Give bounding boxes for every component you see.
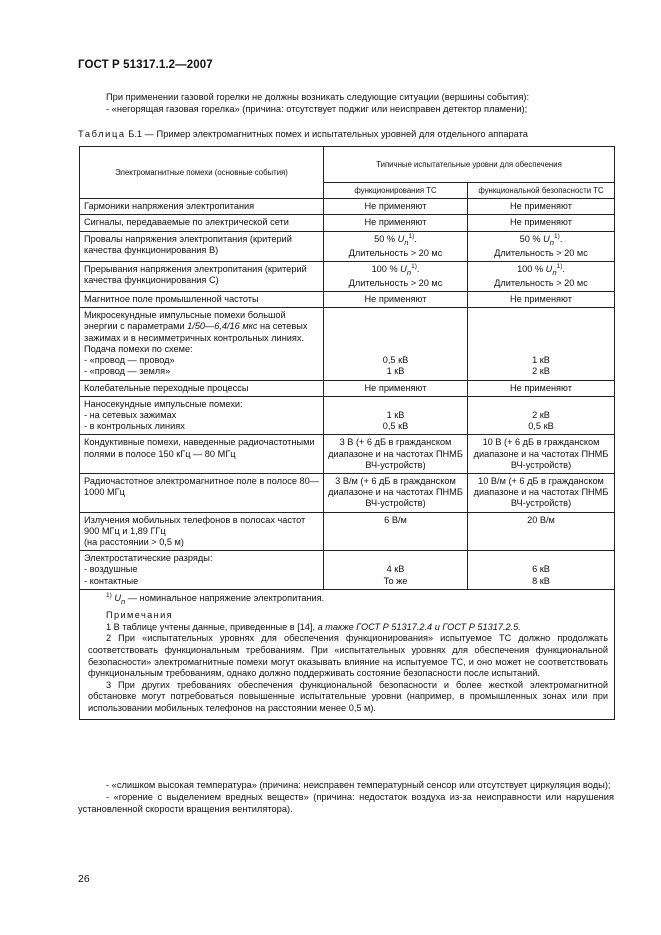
table-caption [78, 129, 528, 139]
table-row [80, 380, 615, 396]
safety-cell: Не применяют [468, 380, 615, 396]
func-cell: 3 В (+ 6 дБ в гражданском диапазоне и на частотах ПНМБ ВЧ-устройств) [324, 435, 468, 474]
event-cell: Гармоники напряжения электропитания [80, 199, 324, 215]
caption-text: Б.1 — Пример электромагнитных помех и испытательных уровней для отдельного аппарата [125, 129, 528, 139]
table-row [80, 261, 615, 291]
table-row [80, 435, 615, 474]
func-cell: Не применяют [324, 215, 468, 231]
after-list-item: - «горение с выделением вредных веществ» (причина: недостаток воздуха из-за неисправности или нарушения установленной скорости вращения вентилятора). [78, 792, 614, 814]
event-cell: Радиочастотное электромагнитное поле в полосе 80—1000 МГц [80, 473, 324, 512]
safety-cell: Не применяют [468, 215, 615, 231]
header-events: Электромагнитные помехи (основные события) [80, 147, 324, 199]
safety-cell: 100 % $U_n^{1)}$. Длительность > 20 мс [468, 261, 615, 291]
safety-cell: 6 кВ 8 кВ [468, 551, 615, 590]
header-safety: функциональной безопасности ТС [468, 183, 615, 199]
note-1: 1 В таблице учтены данные, приведенные в [14], а также ГОСТ Р 51317.2.4 и ГОСТ Р 51317.2.5. [106, 621, 521, 632]
note-2: 2 При «испытательных уровнях для обеспечения функционирования» испытуемое ТС должно продолжать соответствовать функциональным требованиям. При «испытательных уровнях для обеспечения функциональной безопасности» электромагнитные помехи могут оказывать влияние на испытуемое ТС, и оно может не соответствовать функциональным требованиям, однако должно поддерживать состояние безопасности после испытаний. [88, 633, 608, 679]
header-levels: Типичные испытательные уровни для обеспечения [324, 147, 615, 183]
caption-prefix: Таблица [78, 129, 126, 139]
footnote: $^{1)}$ $U_n$ — номинальное напряжение электропитания. [106, 591, 325, 606]
safety-cell: 1 кВ 2 кВ [468, 308, 615, 380]
table-row [80, 551, 615, 590]
safety-cell: 2 кВ 0,5 кВ [468, 396, 615, 435]
func-cell: Не применяют [324, 199, 468, 215]
safety-cell: 10 В/м (+ 6 дБ в гражданском диапазоне и на частотах ПНМБ ВЧ-устройств) [468, 473, 615, 512]
safety-cell: Не применяют [468, 292, 615, 308]
event-cell: Магнитное поле промышленной частоты [80, 292, 324, 308]
event-cell: Кондуктивные помехи, наведенные радиочастотными полями в полосе 150 кГц — 80 МГц [80, 435, 324, 474]
emc-table [79, 146, 614, 720]
table-row [80, 473, 615, 512]
after-text [78, 779, 614, 815]
intro-text [78, 91, 590, 115]
table-row [80, 231, 615, 261]
event-cell: Электростатические разряды: - воздушные - контактные [80, 551, 324, 590]
event-cell: Прерывания напряжения электропитания (критерий качества функционирования С) [80, 261, 324, 291]
safety-cell: Не применяют [468, 199, 615, 215]
page-number: 26 [78, 873, 90, 885]
event-cell: Сигналы, передаваемые по электрической сети [80, 215, 324, 231]
table-row [80, 308, 615, 380]
header-functioning: функционирования ТС [324, 183, 468, 199]
func-cell: Не применяют [324, 380, 468, 396]
event-cell: Провалы напряжения электропитания (критерий качества функционирования В) [80, 231, 324, 261]
table-notes [80, 589, 615, 719]
func-cell: Не применяют [324, 292, 468, 308]
intro-paragraph: При применении газовой горелки не должны возникать следующие ситуации (вершины события): [106, 92, 530, 102]
func-cell: 3 В/м (+ 6 дБ в гражданском диапазоне и на частотах ПНМБ ВЧ-устройств) [324, 473, 468, 512]
event-cell: Колебательные переходные процессы [80, 380, 324, 396]
func-cell: 0,5 кВ 1 кВ [324, 308, 468, 380]
func-cell: 6 В/м [324, 512, 468, 551]
table-row [80, 199, 615, 215]
table-row [80, 292, 615, 308]
safety-cell: 20 В/м [468, 512, 615, 551]
table-row [80, 215, 615, 231]
table-row [80, 396, 615, 435]
document-header: ГОСТ Р 51317.1.2—2007 [78, 59, 213, 71]
after-list-item: - «слишком высокая температура» (причина: неисправен температурный сенсор или отсутствует циркуляция воды); [106, 780, 611, 790]
func-cell: 100 % $U_n^{1)}$. Длительность > 20 мс [324, 261, 468, 291]
func-cell: 4 кВ То же [324, 551, 468, 590]
func-cell: 1 кВ 0,5 кВ [324, 396, 468, 435]
safety-cell: 10 В (+ 6 дБ в гражданском диапазоне и на частотах ПНМБ ВЧ-устройств) [468, 435, 615, 474]
safety-cell: 50 % $U_n^{1)}$. Длительность > 20 мс [468, 231, 615, 261]
event-cell: Микросекундные импульсные помехи большой энергии с параметрами 1/50—6,4/16 мкс на сетевых зажимах и в несимметричных контрольных линиях. Подача помехи по схеме: - «провод — провод» - «провод — земля» [80, 308, 324, 380]
table-row [80, 512, 615, 551]
intro-list-item: - «негорящая газовая горелка» (причина: отсутствует поджиг или неисправен детектор пламени); [106, 104, 528, 114]
notes-title: Примечания [106, 610, 174, 621]
note-3: 3 При других требованиях обеспечения функциональной безопасности и более жесткой электромагнитной обстановке могут потребоваться повышенные испытательные уровни (например, в промышленных зонах или при использовании мобильных телефонов на расстоянии менее 0,5 м). [88, 679, 608, 713]
event-cell: Наносекундные импульсные помехи: - на сетевых зажимах - в контрольных линиях [80, 396, 324, 435]
event-cell: Излучения мобильных телефонов в полосах частот 900 МГц и 1,89 ГГц (на расстоянии > 0,5 м) [80, 512, 324, 551]
func-cell: 50 % $U_n^{1)}$. Длительность > 20 мс [324, 231, 468, 261]
